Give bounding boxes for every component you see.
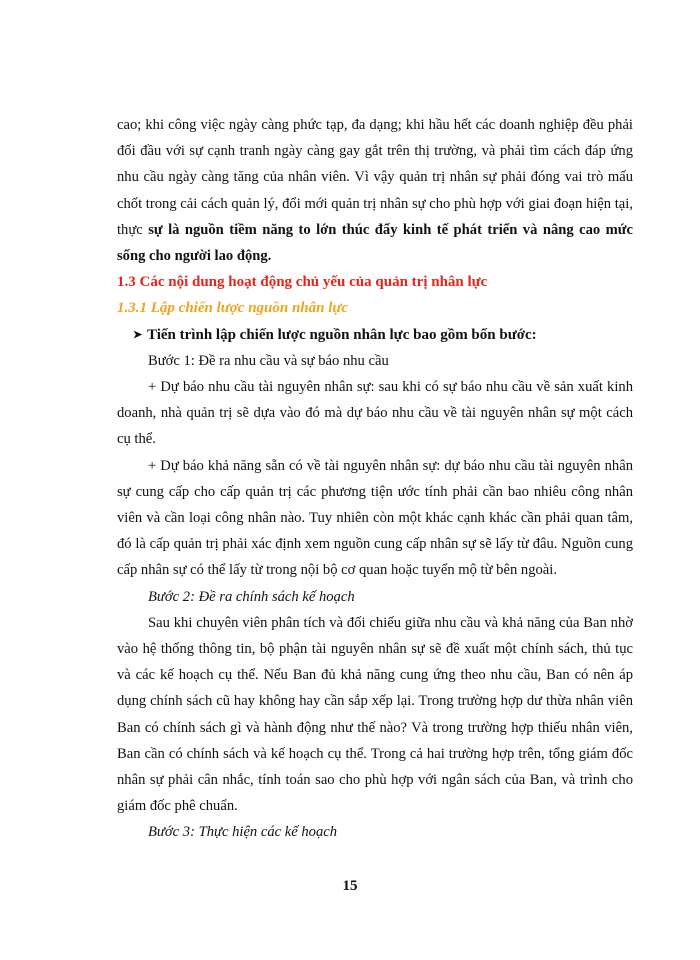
intro-paragraph-text: cao; khi công việc ngày càng phức tạp, đa dạng; khi hầu hết các doanh nghiệp đều phải đối đầu với sự cạnh tranh ngày càng gay gắt trên thị trường, và phải tìm cách đáp ứng nhu cầu ngày càng tăng của nhân viên. Vì vậy quản trị nhân sự phải đóng vai trò mấu chốt trong cải cách quản lý, đổi mới quản trị nhân sự cho phù hợp với giai đoạn hiện tại, thực bbox=[117, 117, 633, 238]
forecast-demand-paragraph: + Dự báo nhu cầu tài nguyên nhân sự: sau khi có sự báo nhu cầu về sản xuất kinh doanh, nhà quản trị sẽ dựa vào đó mà dự báo nhu cầu về tài nguyên nhân sự một cách cụ thể. bbox=[117, 379, 633, 448]
page-number: 15 bbox=[342, 878, 358, 894]
bullet-title: Tiến trình lập chiến lược nguồn nhân lực bao gồm bốn bước: bbox=[147, 326, 537, 343]
forecast-supply-paragraph: + Dự báo khả năng sẵn có về tài nguyên nhân sự: dự báo nhu cầu tài nguyên nhân sự cung cấp cho cấp quản trị các phương tiện ước tính phải cần bao nhiêu công nhân viên và cần loại công nhân nào. Tuy nhiên còn một khác cạnh khác cần phải quan tâm, đó là cấp quản trị phải xác định xem nguồn cung cấp nhân sự sẽ lấy từ đâu. Nguồn cung cấp nhân sự có thể lấy từ trong nội bộ cơ quan hoặc tuyển mộ từ bên ngoài. bbox=[117, 457, 633, 579]
intro-paragraph bbox=[117, 112, 633, 269]
step-2-paragraph: Sau khi chuyên viên phân tích và đối chiếu giữa nhu cầu và khả năng của Ban nhờ vào hệ thống thông tin, bộ phận tài nguyên nhân sự sẽ đề xuất một chính sách, thủ tục và các kế hoạch cụ thể. Nếu Ban đủ khả năng cung ứng theo nhu cầu, Ban có nên áp dụng chính sách cũ hay không hay cần sắp xếp lại. Trong trường hợp dư thừa nhân viên Ban có chính sách gì và hành động như thế nào? Và trong trường hợp thiếu nhân viên, Ban cần có chính sách và kế hoạch cụ thể. Trong cả hai trường hợp trên, tổng giám đốc nhân sự phải cân nhắc, tính toán sao cho phù hợp với ngân sách của Ban, và trình cho giám đốc phê chuẩn. bbox=[117, 614, 633, 815]
intro-paragraph-bold-text: sự là nguồn tiềm năng to lớn thúc đẩy kinh tế phát triển và nâng cao mức sống cho người lao động. bbox=[117, 221, 634, 265]
bullet-item bbox=[117, 322, 633, 348]
page-content bbox=[117, 112, 633, 846]
subsection-heading-1-3-1: 1.3.1 Lập chiến lược nguồn nhân lực bbox=[117, 300, 349, 317]
section-heading-1-3: 1.3 Các nội dung hoạt động chủ yếu của quản trị nhân lực bbox=[117, 274, 488, 291]
arrow-bullet-icon: ➤ bbox=[133, 328, 143, 341]
step-3-label: Bước 3: Thực hiện các kế hoạch bbox=[148, 824, 338, 841]
step-2-label: Bước 2: Đề ra chính sách kế hoạch bbox=[148, 588, 355, 605]
step-1-label: Bước 1: Đề ra nhu cầu và sự báo nhu cầu bbox=[148, 352, 389, 369]
